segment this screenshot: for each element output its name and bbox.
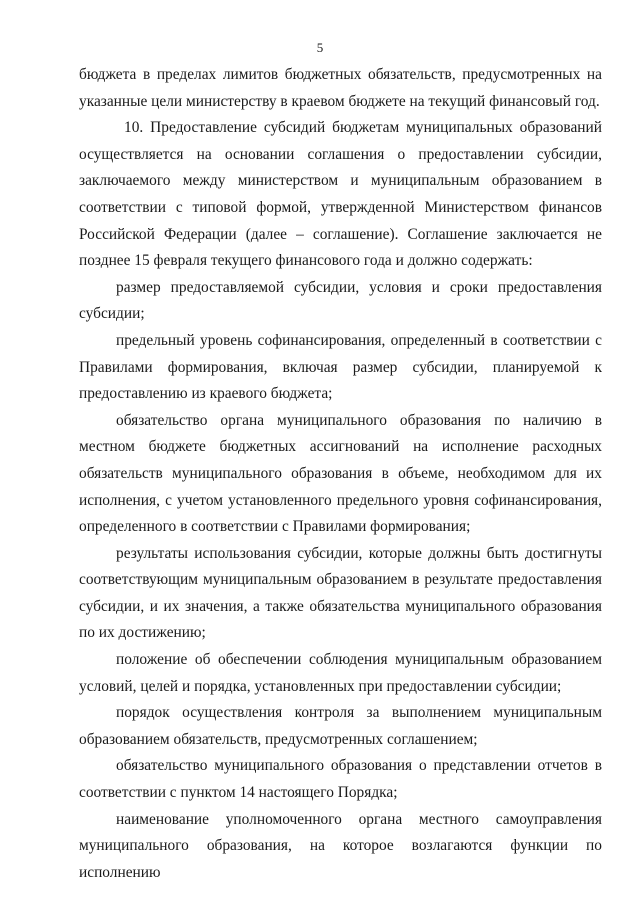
paragraph-reporting-obligation: обязательство муниципального образования о представлении отчетов в соответствии с пунктом 14 настоящего Порядка;	[79, 757, 602, 802]
page-number: 5	[316, 40, 324, 55]
document-body	[79, 62, 602, 886]
paragraph-subsidy-size: размер предоставляемой субсидии, условия и сроки предоставления субсидии;	[79, 278, 602, 323]
paragraph-compliance: положение об обеспечении соблюдения муниципальным образованием условий, целей и порядка, установленных при предоставлении субсидии;	[79, 651, 602, 695]
paragraph-budget-obligation: обязательство органа муниципального образования по наличию в местном бюджете бюджетных ассигнований на исполнение расходных обязательств муниципального образования в объеме, необходимом для их исполнения, с учетом установленного предельного уровня софинансирования, определенного в соответствии с Правилами формирования;	[79, 411, 602, 536]
paragraph-continuation: бюджета в пределах лимитов бюджетных обязательств, предусмотренных на указанные цели министерству в краевом бюджете на текущий финансовый год.	[79, 66, 602, 110]
paragraph-item-10: 10. Предоставление субсидий бюджетам муниципальных образований осуществляется на основании соглашения о предоставлении субсидии, заключаемого между министерством и муниципальным образованием в соответствии с типовой формой, утвержденной Министерством финансов Российской Федерации (далее – соглашение). Соглашение заключается не позднее 15 февраля текущего финансового года и должно содержать:	[79, 119, 602, 270]
paragraph-authorized-body: наименование уполномоченного органа местного самоуправления муниципального образования, на которое возлагаются функции по исполнению	[79, 810, 602, 881]
paragraph-usage-results: результаты использования субсидии, которые должны быть достигнуты соответствующим муниципальным образованием в результате предоставления субсидии, и их значения, а также обязательства муниципального образования по их достижению;	[79, 544, 602, 642]
paragraph-control-procedure: порядок осуществления контроля за выполнением муниципальным образованием обязательств, предусмотренных соглашением;	[79, 704, 602, 748]
paragraph-cofinancing-level: предельный уровень софинансирования, определенный в соответствии с Правилами формирования, включая размер субсидии, планируемой к предоставлению из краевого бюджета;	[79, 331, 602, 403]
